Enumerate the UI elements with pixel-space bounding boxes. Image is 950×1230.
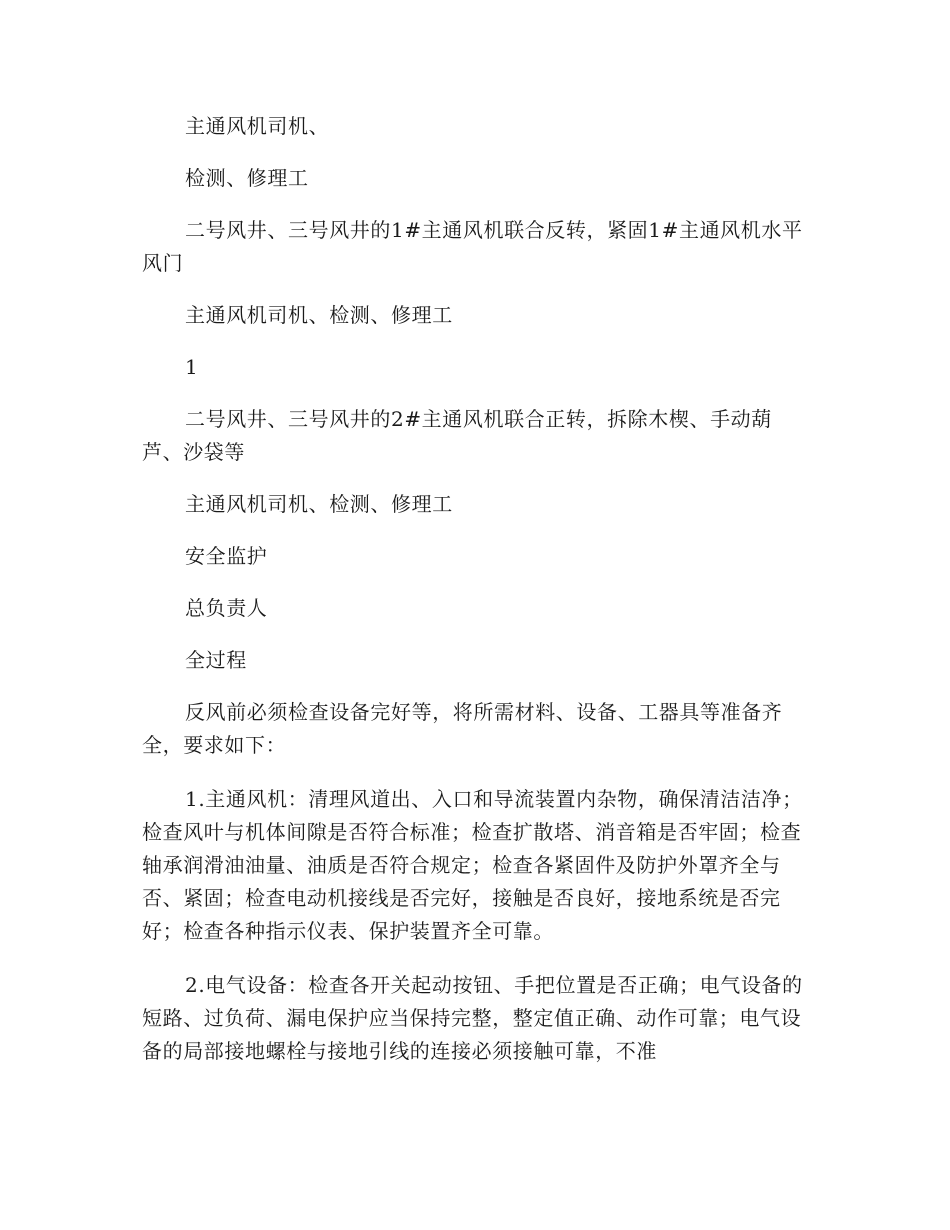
paragraph: 主通风机司机、检测、修理工	[185, 492, 453, 516]
document-body	[142, 110, 807, 1089]
paragraph: 1.主通风机：清理风道出、入口和导流装置内杂物，确保清洁洁净；检查风叶与机体间隙是否符合标准；检查扩散塔、消音箱是否牢固；检查轴承润滑油油量、油质是否符合规定；检查各紧固件及防护外罩齐全与否、紧固；检查电动机接线是否完好，接触是否良好，接地系统是否完好；检查各种指示仪表、保护装置齐全可靠。	[142, 787, 803, 943]
paragraph: 2.电气设备：检查各开关起动按钮、手把位置是否正确；电气设备的短路、过负荷、漏电保护应当保持完整，整定值正确、动作可靠；电气设备的局部接地螺栓与接地引线的连接必须接触可靠，不准	[142, 973, 803, 1063]
paragraph: 全过程	[185, 648, 247, 672]
paragraph: 1	[185, 355, 199, 379]
paragraph: 主通风机司机、检测、修理工	[185, 303, 453, 327]
paragraph: 主通风机司机、	[185, 114, 330, 138]
paragraph: 二号风井、三号风井的2#主通风机联合正转，拆除木楔、手动葫芦、沙袋等	[142, 407, 772, 464]
paragraph: 二号风井、三号风井的1#主通风机联合反转，紧固1#主通风机水平风门	[142, 218, 803, 275]
paragraph: 安全监护	[185, 544, 268, 568]
paragraph: 总负责人	[185, 596, 268, 620]
paragraph: 检测、修理工	[185, 166, 309, 190]
paragraph: 反风前必须检查设备完好等，将所需材料、设备、工器具等准备齐全，要求如下：	[142, 700, 783, 757]
